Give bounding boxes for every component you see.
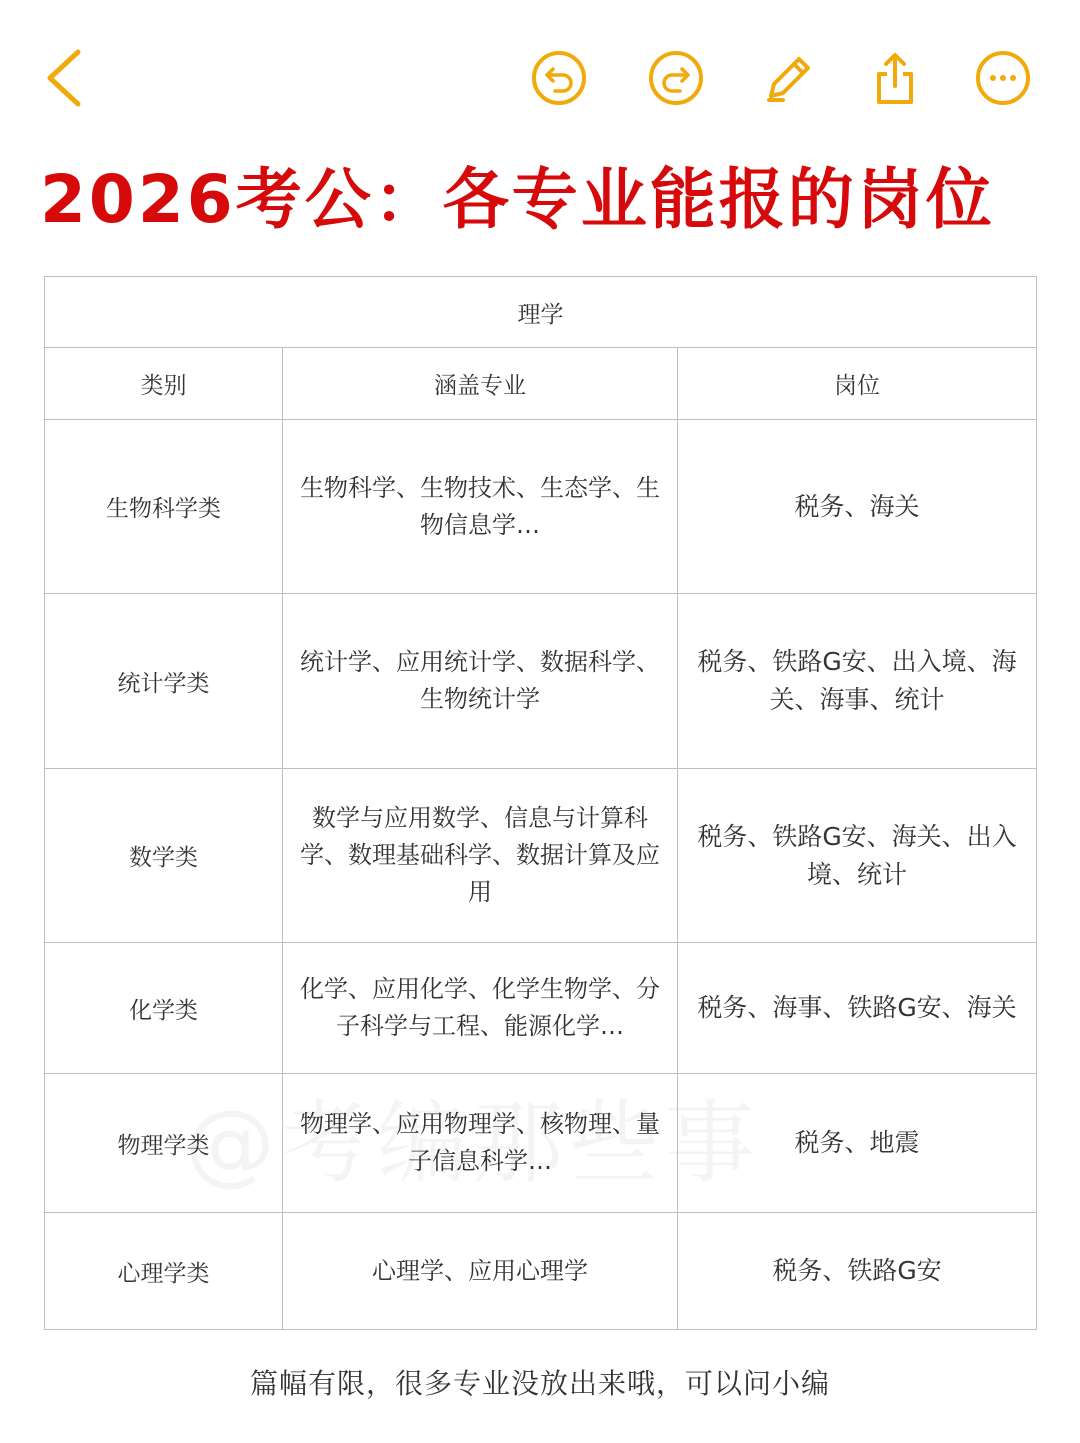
category-cell: 化学类 — [45, 943, 283, 1074]
majors-table — [44, 276, 1037, 1330]
group-header: 理学 — [45, 277, 1037, 348]
back-button[interactable] — [40, 46, 90, 110]
undo-button[interactable] — [531, 50, 587, 106]
majors-cell: 生物科学、生物技术、生态学、生物信息学… — [283, 420, 678, 594]
positions-cell: 税务、铁路G安、海关、出入境、统计 — [678, 769, 1037, 943]
positions-cell: 税务、海关 — [678, 420, 1037, 594]
majors-cell: 化学、应用化学、化学生物学、分子科学与工程、能源化学… — [283, 943, 678, 1074]
table-column-header-row — [45, 348, 1037, 420]
column-header-majors: 涵盖专业 — [283, 348, 678, 420]
more-button[interactable] — [975, 50, 1031, 106]
edit-button[interactable] — [761, 50, 817, 106]
category-cell: 物理学类 — [45, 1074, 283, 1213]
category-cell: 生物科学类 — [45, 420, 283, 594]
table-row — [45, 1074, 1037, 1213]
redo-icon — [648, 50, 704, 106]
positions-cell: 税务、海事、铁路G安、海关 — [678, 943, 1037, 1074]
top-toolbar — [0, 0, 1080, 150]
category-cell: 心理学类 — [45, 1213, 283, 1330]
table-row — [45, 594, 1037, 769]
footer-note: 篇幅有限，很多专业没放出来哦，可以问小编 — [249, 1367, 830, 1400]
share-button[interactable] — [867, 50, 923, 106]
column-header-category: 类别 — [45, 348, 283, 420]
table-row — [45, 1213, 1037, 1330]
positions-cell: 税务、铁路G安 — [678, 1213, 1037, 1330]
majors-cell: 数学与应用数学、信息与计算科学、数理基础科学、数据计算及应用 — [283, 769, 678, 943]
back-chevron-icon — [40, 46, 90, 110]
table-row — [45, 420, 1037, 594]
table-row — [45, 769, 1037, 943]
redo-button[interactable] — [648, 50, 704, 106]
page-title: 2026考公：各专业能报的岗位 — [40, 161, 995, 238]
category-cell: 数学类 — [45, 769, 283, 943]
more-icon — [975, 50, 1031, 106]
majors-cell: 心理学、应用心理学 — [283, 1213, 678, 1330]
positions-cell: 税务、地震 — [678, 1074, 1037, 1213]
undo-icon — [531, 50, 587, 106]
pencil-icon — [761, 50, 817, 106]
column-header-positions: 岗位 — [678, 348, 1037, 420]
table-group-header-row — [45, 277, 1037, 348]
positions-cell: 税务、铁路G安、出入境、海关、海事、统计 — [678, 594, 1037, 769]
majors-cell: 统计学、应用统计学、数据科学、生物统计学 — [283, 594, 678, 769]
majors-cell: 物理学、应用物理学、核物理、量子信息科学… — [283, 1074, 678, 1213]
category-cell: 统计学类 — [45, 594, 283, 769]
table-row — [45, 943, 1037, 1074]
share-icon — [867, 50, 923, 106]
